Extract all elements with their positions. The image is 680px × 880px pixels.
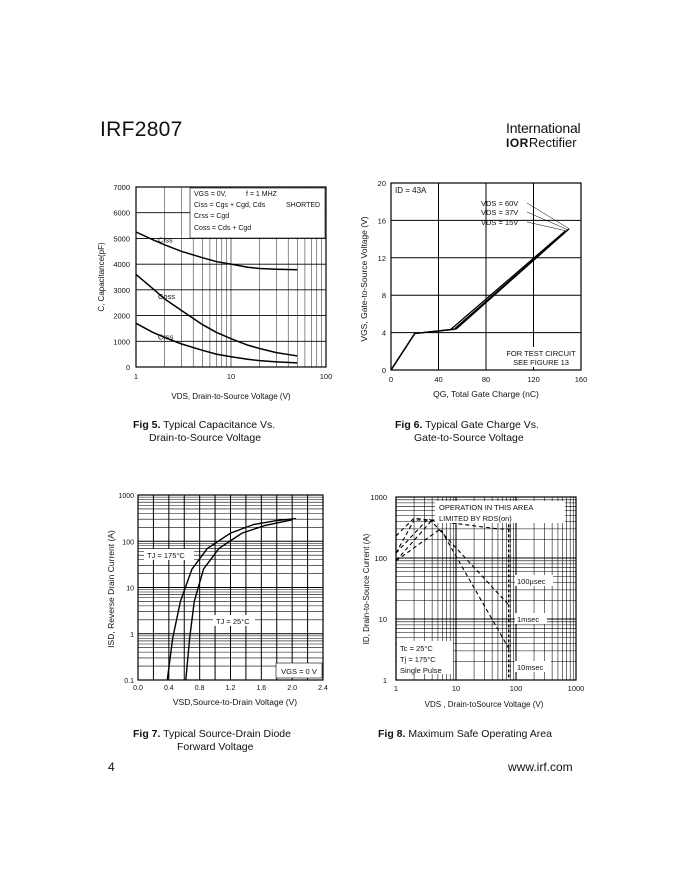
- fig6-gate-charge-chart: [355, 175, 605, 415]
- fig6-caption: [395, 419, 615, 445]
- legend-shorted: SHORTED: [286, 202, 321, 209]
- fig6-caption-line2: Gate-to-Source Voltage: [414, 432, 524, 444]
- label-10msec: 10msec: [517, 663, 544, 672]
- operation-note: OPERATION IN THIS AREA: [439, 503, 534, 512]
- operation-note: LIMITED BY RDS(on): [439, 514, 512, 523]
- y-tick-label: 0.1: [124, 678, 134, 685]
- x-tick-label: 1: [393, 684, 399, 693]
- tj-label: Tj = 175°C: [400, 655, 436, 664]
- ciss-label: Ciss: [158, 235, 173, 245]
- y-tick-label: 0: [381, 366, 386, 375]
- page-number: 4: [108, 760, 115, 774]
- fig6-caption-bold: Fig 6.: [395, 419, 423, 431]
- x-tick-label: 1000: [567, 684, 585, 693]
- single-pulse-label: Single Pulse: [400, 666, 442, 675]
- vgs-label: VGS = 0 V: [281, 667, 317, 676]
- y-axis-label: VGS, Gate-to-Source Voltage (V): [359, 216, 369, 342]
- x-tick-label: 100: [509, 684, 523, 693]
- x-tick-label: 2.4: [318, 685, 328, 692]
- y-tick-label: 8: [381, 291, 386, 301]
- vds-label: VDS = 15V: [481, 218, 519, 227]
- fig8-soa-chart: [355, 485, 605, 720]
- y-axis-label: ISD, Reverse Drain Current (A): [106, 530, 116, 648]
- y-tick-label: 100: [374, 554, 387, 563]
- legend-ciss-def: Ciss = Cgs + Cgd, Cds: [194, 202, 266, 209]
- y-tick-label: 10: [126, 585, 134, 593]
- fig8-caption-bold: Fig 8.: [378, 728, 406, 740]
- fig6-caption-line1: Typical Gate Charge Vs.: [425, 419, 539, 431]
- tc-label: Tc = 25°C: [400, 644, 433, 653]
- ior-mark: IOR: [506, 136, 529, 150]
- x-tick-label: 10: [451, 684, 461, 693]
- label-100usec: 100µsec: [517, 577, 546, 586]
- y-tick-label: 1: [130, 631, 134, 639]
- website-url: www.irf.com: [508, 760, 573, 774]
- logo-line2: [506, 135, 586, 150]
- vds-label: VDS = 37V: [481, 208, 519, 217]
- x-tick-label: 100: [319, 372, 333, 381]
- y-tick-label: 100: [122, 539, 134, 547]
- y-tick-label: 1000: [118, 493, 134, 500]
- y-axis-label: C, Capacitance(pF): [97, 242, 106, 312]
- x-tick-label: 1.6: [256, 685, 267, 692]
- fig7-caption-line2: Forward Voltage: [177, 741, 254, 753]
- y-tick-label: 5000: [113, 234, 130, 244]
- fig7-caption-line1: Typical Source-Drain Diode: [163, 728, 291, 740]
- vds-label: VDS = 60V: [481, 199, 519, 208]
- test-circuit-note: FOR TEST CIRCUIT: [506, 349, 576, 358]
- y-tick-label: 3000: [113, 285, 130, 295]
- y-tick-label: 7000: [113, 183, 130, 192]
- fig5-capacitance-chart: [90, 175, 350, 415]
- fig5-caption-line2: Drain-to-Source Voltage: [149, 432, 262, 444]
- fig7-caption-bold: Fig 7.: [133, 728, 161, 740]
- y-tick-label: 12: [377, 253, 386, 263]
- legend-crss-def: Crss = Cgd: [194, 213, 230, 220]
- x-axis-label: VDS , Drain-toSource Voltage (V): [424, 700, 544, 709]
- crss-label: Crss: [158, 332, 174, 342]
- y-tick-label: 16: [377, 216, 386, 226]
- x-tick-label: 0.0: [133, 685, 143, 692]
- fig5-caption: [133, 419, 353, 445]
- label-1msec: 1msec: [517, 615, 540, 624]
- logo-line1: International: [506, 120, 581, 136]
- y-tick-label: 4000: [113, 260, 130, 270]
- y-tick-label: 0: [125, 363, 130, 372]
- x-tick-label: 40: [434, 375, 443, 384]
- test-circuit-note: SEE FIGURE 13: [513, 358, 569, 367]
- x-tick-label: 0: [388, 375, 394, 384]
- y-tick-label: 1: [382, 676, 387, 685]
- y-axis-label: ID, Drain-to-Source Current (A): [362, 533, 371, 645]
- y-tick-label: 2000: [113, 311, 130, 321]
- x-tick-label: 0.4: [163, 685, 174, 692]
- coss-label: Coss: [158, 291, 176, 301]
- x-axis-label: VSD,Source-to-Drain Voltage (V): [172, 697, 298, 707]
- series-diode: [186, 520, 292, 680]
- logo-rectifier: Rectifier: [528, 135, 577, 150]
- series-crss: [136, 323, 297, 363]
- company-logo: [506, 120, 586, 150]
- y-tick-label: 4: [381, 328, 386, 338]
- t25-label: TJ = 25°C: [216, 617, 250, 626]
- x-tick-label: 1: [133, 372, 139, 381]
- x-axis-label: VDS, Drain-to-Source Voltage (V): [171, 392, 291, 401]
- x-tick-label: 120: [527, 375, 540, 384]
- x-tick-label: 160: [574, 375, 588, 384]
- x-tick-label: 2.0: [287, 685, 298, 692]
- legend-coss-def: Coss = Cds + Cgd: [194, 225, 252, 232]
- x-tick-label: 10: [226, 372, 236, 381]
- y-tick-label: 6000: [113, 208, 130, 218]
- fig8-caption-line1: Maximum Safe Operating Area: [408, 728, 552, 740]
- fig5-caption-bold: Fig 5.: [133, 419, 161, 431]
- y-tick-label: 10: [378, 615, 387, 624]
- y-tick-label: 1000: [370, 493, 387, 502]
- t175-label: TJ = 175°C: [147, 551, 185, 560]
- id-annotation: ID = 43A: [395, 186, 427, 195]
- fig7-diode-forward-chart: [100, 485, 360, 720]
- x-axis-label: QG, Total Gate Charge (nC): [433, 389, 539, 399]
- legend-freq: f = 1 MHZ: [246, 191, 277, 198]
- x-tick-label: 80: [481, 375, 491, 384]
- fig7-caption: [133, 728, 353, 754]
- y-tick-label: 1000: [113, 337, 130, 347]
- x-tick-label: 1.2: [225, 685, 236, 692]
- part-number: IRF2807: [100, 118, 183, 141]
- fig8-caption: [378, 728, 598, 741]
- y-tick-label: 20: [377, 179, 386, 188]
- fig5-caption-line1: Typical Capacitance Vs.: [163, 419, 276, 431]
- legend-vgs: VGS = 0V,: [194, 191, 227, 198]
- x-tick-label: 0.8: [194, 685, 205, 692]
